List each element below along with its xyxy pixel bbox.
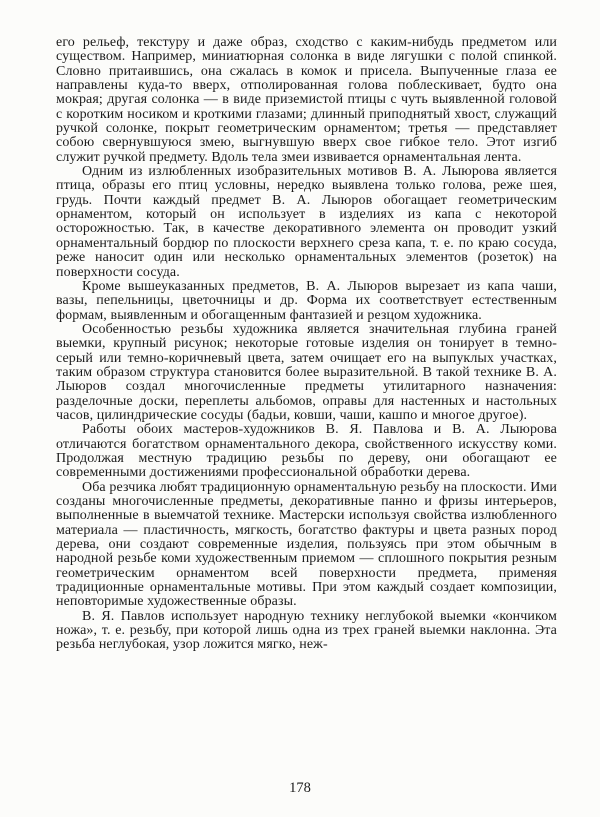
page-number: 178 [289, 780, 311, 796]
paragraph: Одним из излюбленных изобразительных мотивов В. А. Лыюрова является птица, образы его птиц условны, нередко выявлена только голова, реже шея, грудь. Почти каждый предмет В. А. Лыюров обогащает геометрическим орнаментом, который он использует в изделиях из капа с некоторой осторожностью. Так, в качестве декоративного элемента он проводит узкий орнаментальный бордюр по плоскости верхнего среза капа, т. е. по краю сосуда, реже наносит один или несколько орнаментальных элементов (розеток) на поверхности сосуда. [56, 164, 557, 280]
paragraph: его рельеф, текстуру и даже образ, сходство с каким-нибудь предметом или существом. Например, миниатюрная солонка в виде лягушки с полой спинкой. Словно притаившись, она сжалась в комок и присела. Выпученные глаза ее направлены куда-то вверх, отполированная голова поблескивает, будто она мокрая; другая солонка — в виде приземистой птицы с чуть выявленной головой с коротким носиком и кроткими глазами; длинный приподнятый хвост, служащий ручкой солонке, покрыт геометрическим орнаментом; третья — представляет собою свернувшуюся змею, выгнувшую вверх свое гибкое тело. Этот изгиб служит ручкой предмету. Вдоль тела змеи извивается орнаментальная лента. [56, 35, 557, 165]
paragraph: В. Я. Павлов использует народную технику неглубокой выемки «кончиком ножа», т. е. резьбу, при которой лишь одна из трех граней выемки наклонна. Эта резьба неглубокая, узор ложится мягко, неж- [56, 608, 557, 653]
paragraph: Работы обоих мастеров-художников В. Я. Павлова и В. А. Лыюрова отличаются богатством орнаментального декора, свойственного искусству коми. Продолжая местную традицию резьбы по дереву, они обогащают ее современными достижениями профессиональной обработки дерева. [56, 422, 557, 481]
paragraph: Кроме вышеуказанных предметов, В. А. Лыюров вырезает из капа чаши, вазы, пепельницы, цветочницы и др. Форма их соответствует естественным формам, выявленным и обогащенным фантазией и резцом художника. [56, 278, 557, 323]
paragraph: Оба резчика любят традиционную орнаментальную резьбу на плоскости. Ими созданы многочисленные предметы, декоративные панно и фризы интерьеров, выполненные в выемчатой технике. Мастерски используя свойства излюбленного материала — пластичность, мягкость, богатство фактуры и цвета разных пород дерева, они создают современные изделия, пользуясь при этом обычным в народной резьбе коми художественным приемом — сплошного покрытия резным геометрическим орнаментом всей поверхности предмета, применяя традиционные орнаментальные мотивы. При этом каждый создает композиции, неповторимые художественные образы. [56, 479, 557, 610]
paragraph: Особенностью резьбы художника является значительная глубина граней выемки, крупный рисунок; некоторые готовые изделия он тонирует в темно-серый или темно-коричневый цвета, затем очищает его на выпуклых участках, таким образом структура становится более выразительной. В такой технике В. А. Лыюров создал многочисленные предметы утилитарного назначения: разделочные доски, переплеты альбомов, оправы для настенных и настольных часов, цилиндрические сосуды (бадьи, ковши, чаши, кашпо и многое другое). [56, 321, 557, 423]
text-column [56, 36, 557, 653]
